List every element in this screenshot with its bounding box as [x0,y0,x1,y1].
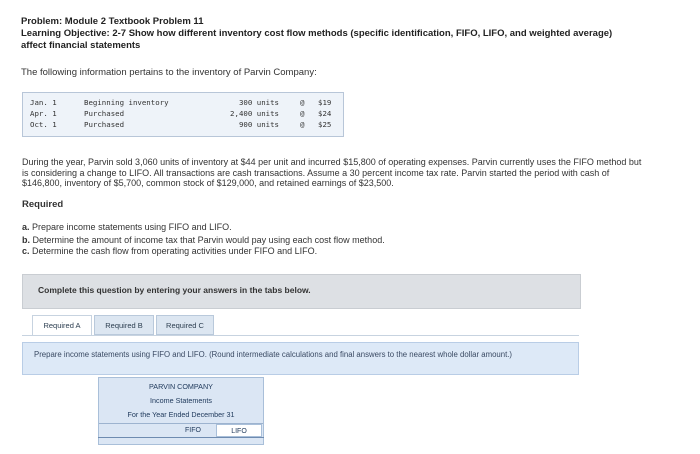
column-header-lifo: LIFO [216,424,262,437]
inventory-row [23,109,343,118]
statement-title: Income Statements [150,396,212,405]
inventory-units: 2,400 units [230,109,279,118]
inventory-date: Jan. 1 [30,98,57,107]
inventory-price: $24 [318,109,332,118]
tab-required-b[interactable]: Required B [94,315,154,335]
inventory-description: Beginning inventory [84,98,169,107]
inventory-units: 900 units [238,120,279,129]
required-item-text: Determine the cash flow from operating activities under FIFO and LIFO. [32,246,318,256]
inventory-at: @ [300,98,305,107]
inventory-date: Oct. 1 [30,120,57,129]
prepare-instruction: Prepare income statements using FIFO and LIFO. (Round intermediate calculations and final answers to the nearest whole dollar amount.) [34,350,513,359]
tab-divider [22,335,579,336]
inventory-description: Purchased [84,120,125,129]
required-item-a [22,222,232,232]
complete-instruction-bar [22,274,581,309]
required-item-letter: b. [22,235,30,245]
tab-required-c[interactable]: Required C [156,315,214,335]
required-item-b [22,235,385,245]
inventory-row [23,120,343,129]
inventory-price: $19 [318,98,332,107]
required-item-letter: c. [22,246,30,256]
required-item-letter: a. [22,222,30,232]
inventory-date: Apr. 1 [30,109,57,118]
problem-title: Problem: Module 2 Textbook Problem 11 [21,16,204,27]
statement-period: For the Year Ended December 31 [127,410,235,419]
inventory-units: 300 units [238,98,279,107]
tab-required-a[interactable]: Required A [32,315,92,335]
inventory-at: @ [300,109,305,118]
statement-bottom-rule [98,437,264,438]
inventory-table [22,92,344,137]
complete-instruction: Complete this question by entering your answers in the tabs below. [38,285,311,295]
problem-intro: The following information pertains to the inventory of Parvin Company: [21,67,317,78]
column-header-fifo: FIFO [185,427,201,434]
inventory-description: Purchased [84,109,125,118]
inventory-row [23,98,343,107]
required-item-text: Determine the amount of income tax that Parvin would pay using each cost flow method. [32,235,385,245]
inventory-price: $25 [318,120,332,129]
inventory-at: @ [300,120,305,129]
prepare-instruction-box [22,342,579,375]
learning-objective: Learning Objective: 2-7 Show how different inventory cost flow methods (specific identification, FIFO, LIFO, and weighted average) affect financial statements [21,28,613,51]
statement-company: PARVIN COMPANY [149,382,213,391]
required-item-text: Prepare income statements using FIFO and LIFO. [32,222,232,232]
required-item-c [22,246,317,256]
required-heading: Required [22,199,64,210]
problem-paragraph: During the year, Parvin sold 3,060 units of inventory at $44 per unit and incurred $15,800 of operating expenses. Parvin currently uses the FIFO method but is considering a change to LIFO. All transactions are cash transactions. Assume a 30 percent income tax rate. Parvin started the period with cash of $146,800, inventory of $5,700, common stock of $129,000, and retained earnings of $23,500. [22,157,642,189]
